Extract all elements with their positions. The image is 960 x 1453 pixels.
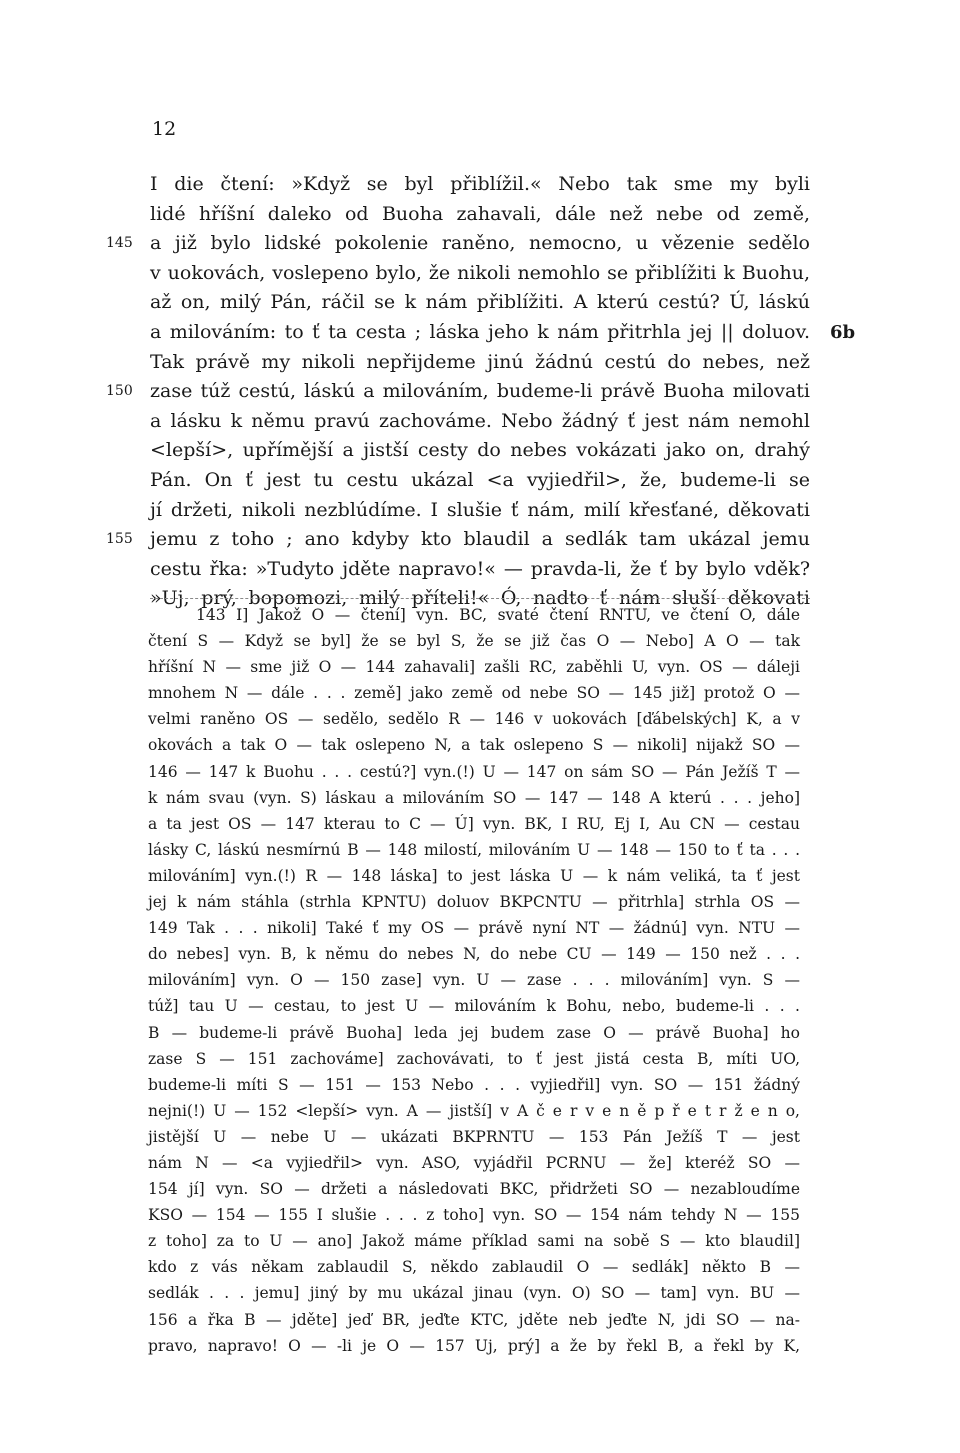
text-line (106, 229, 810, 259)
text-line (106, 377, 810, 407)
line-text: a lásku k němu pravú zachováme. Nebo žádný ť jest nám nemohl (150, 409, 810, 432)
line-text: lidé hříšní daleko od Buoha zahavali, dále než nebe od země, (150, 202, 810, 225)
apparatus-line: 154 jí] vyn. SO — držeti a následovati BKC, přidržeti SO — nezabloudíme (148, 1180, 800, 1199)
text-line (150, 348, 810, 378)
apparatus-line: okovách a tak O — tak oslepeno N, a tak oslepeno S — nikoli] nijakž SO — (148, 736, 800, 755)
page-number: 12 (152, 118, 177, 140)
text-line (150, 170, 810, 200)
apparatus-line: 146 — 147 k Buohu . . . cestú?] vyn.(!) U — 147 on sám SO — Pán Ježíš T — (148, 762, 800, 781)
apparatus-line: nejni(!) U — 152 <lepší> vyn. A — jistší] v A č e r v e n ě p ř e t r ž e n o, (148, 1101, 800, 1120)
apparatus-line: zase S — 151 zachováme] zachovávati, to ť jest jistá cesta B, míti UO, (148, 1049, 800, 1068)
main-text (106, 170, 856, 614)
text-line (150, 436, 810, 466)
apparatus-line: kdo z vás někam zablaudil S, někdo zablaudil O — sedlák] někto B — (148, 1258, 800, 1277)
apparatus-line: z toho] za to U — ano] Jakož máme příklad sami na sobě S — kto blaudil] (148, 1232, 800, 1251)
apparatus-line: čtení S — Když se byl] že se byl S, že se již čas O — Nebo] A O — tak (148, 632, 800, 651)
line-number: 150 (106, 383, 133, 400)
apparatus-line: do nebes] vyn. B, k němu do nebes N, do nebe CU — 149 — 150 než . . . (148, 945, 800, 964)
apparatus-line: milováním] vyn.(!) R — 148 láska] to jest láska U — k nám veliká, ta ť jest (148, 866, 800, 885)
line-text: <lepší>, upřímější a jistší cesty do nebes vokázati jako on, drahý (150, 439, 810, 462)
apparatus-line: 149 Tak . . . nikoli] Také ť my OS — právě nyní NT — žádnú] vyn. NTU — (148, 919, 800, 938)
apparatus-line: mnohem N — dále . . . země] jako země od nebe SO — 145 již] protož O — (148, 684, 800, 703)
line-text: až on, milý Pán, ráčil se k nám přiblížiti. A kterú cestú? Ú, láskú (150, 291, 810, 314)
apparatus-line: jej k nám stáhla (strhla KPNTU) doluov BKPCNTU — přitrhla] strhla OS — (148, 893, 800, 912)
line-text: zase túž cestú, láskú a milováním, budeme-li právě Buoha milovati (150, 380, 810, 403)
margin-folio-note: 6b (830, 321, 856, 343)
apparatus-line: hříšní N — sme již O — 144 zahavali] zašli RC, zaběhli U, vyn. OS — dáleji (148, 658, 800, 677)
apparatus-line: lásky C, láskú nesmírnú B — 148 milostí, milováním U — 148 — 150 to ť ta . . . (148, 840, 800, 859)
apparatus-line: 156 a řka B — jděte] jeď BR, jeďte KTC, jděte neb jeďte N, jdi SO — na- (148, 1310, 800, 1329)
text-line (150, 496, 810, 526)
text-line (150, 555, 810, 585)
apparatus-line: milováním] vyn. O — 150 zase] vyn. U — zase . . . milováním] vyn. S — (148, 971, 800, 990)
apparatus-line: pravo, napravo! O — -li je O — 157 Uj, prý] a že by řekl B, a řekl by K, (148, 1336, 800, 1355)
line-text: I die čtení: »Když se byl přiblížil.« Nebo tak sme my byli (150, 173, 810, 195)
text-line (106, 525, 810, 555)
footnote-divider (150, 598, 810, 599)
apparatus-line: nám N — <a vyjiedřil> vyn. ASO, vyjádřil PCRNU — že] kteréž SO — (148, 1153, 800, 1172)
line-text: jemu z toho ; ano kdyby kto blaudil a sedlák tam ukázal jemu (150, 528, 810, 551)
apparatus-line: B — budeme-li právě Buoha] leda jej budem zase O — právě Buoha] ho (148, 1023, 800, 1042)
text-line (150, 259, 810, 289)
apparatus-line: KSO — 154 — 155 I slušie . . . z toho] vyn. SO — 154 nám tehdy N — 155 (148, 1206, 800, 1225)
line-text: a již bylo lidské pokolenie raněno, nemocno, u vězenie sedělo (150, 232, 810, 255)
apparatus-line: velmi raněno OS — sedělo, sedělo R — 146 v uokovách [ďábelských] K, a v (148, 710, 800, 729)
line-text: Tak právě my nikoli nepřijdeme jinú žádnú cestú do nebes, než (150, 350, 810, 373)
text-line (150, 288, 810, 318)
apparatus-line: a ta jest OS — 147 kterau to C — Ú] vyn. BK, I RU, Ej I, Au CN — cestau (148, 814, 800, 833)
apparatus-line: k nám svau (vyn. S) láskau a milováním SO — 147 — 148 A kterú . . . jeho] (148, 788, 800, 807)
text-line (150, 200, 810, 230)
line-text: a milováním: to ť ta cesta ; láska jeho k nám přitrhla jej || doluov. (150, 320, 810, 343)
text-line (150, 407, 810, 437)
critical-apparatus (148, 602, 800, 1359)
line-text: Pán. On ť jest tu cestu ukázal <a vyjiedřil>, že, budeme-li se (150, 468, 810, 491)
apparatus-line: sedlák . . . jemu] jiný by mu ukázal jinau (vyn. O) SO — tam] vyn. BU — (148, 1284, 800, 1303)
line-number: 145 (106, 235, 133, 252)
line-text: v uokovách, voslepeno bylo, že nikoli nemohlo se přiblížiti k Buohu, (150, 261, 810, 284)
apparatus-line: budeme-li míti S — 151 — 153 Nebo . . . vyjiedřil] vyn. SO — 151 žádný (148, 1075, 800, 1094)
line-text: »Uj, prý, bopomozi, milý příteli!« Ó, nadto ť nám sluší děkovati (150, 587, 810, 610)
apparatus-line: túž] tau U — cestau, to jest U — milováním k Bohu, nebo, budeme-li . . . (148, 997, 800, 1016)
apparatus-line: 143 I] Jakož O — čtení] vyn. BC, svaté čtení RNTU, ve čtení O, dále (196, 606, 800, 624)
text-line (150, 466, 810, 496)
text-line (150, 318, 856, 348)
apparatus-line: jistější U — nebe U — ukázati BKPRNTU — 153 Pán Ježíš T — jest (148, 1127, 800, 1146)
line-text: jí držeti, nikoli nezblúdíme. I slušie ť nám, milí křesťané, děkovati (150, 498, 810, 521)
line-text: cestu řka: »Tudyto jděte napravo!« — pravda-li, že ť by bylo vděk? (150, 557, 810, 580)
line-number: 155 (106, 531, 133, 548)
